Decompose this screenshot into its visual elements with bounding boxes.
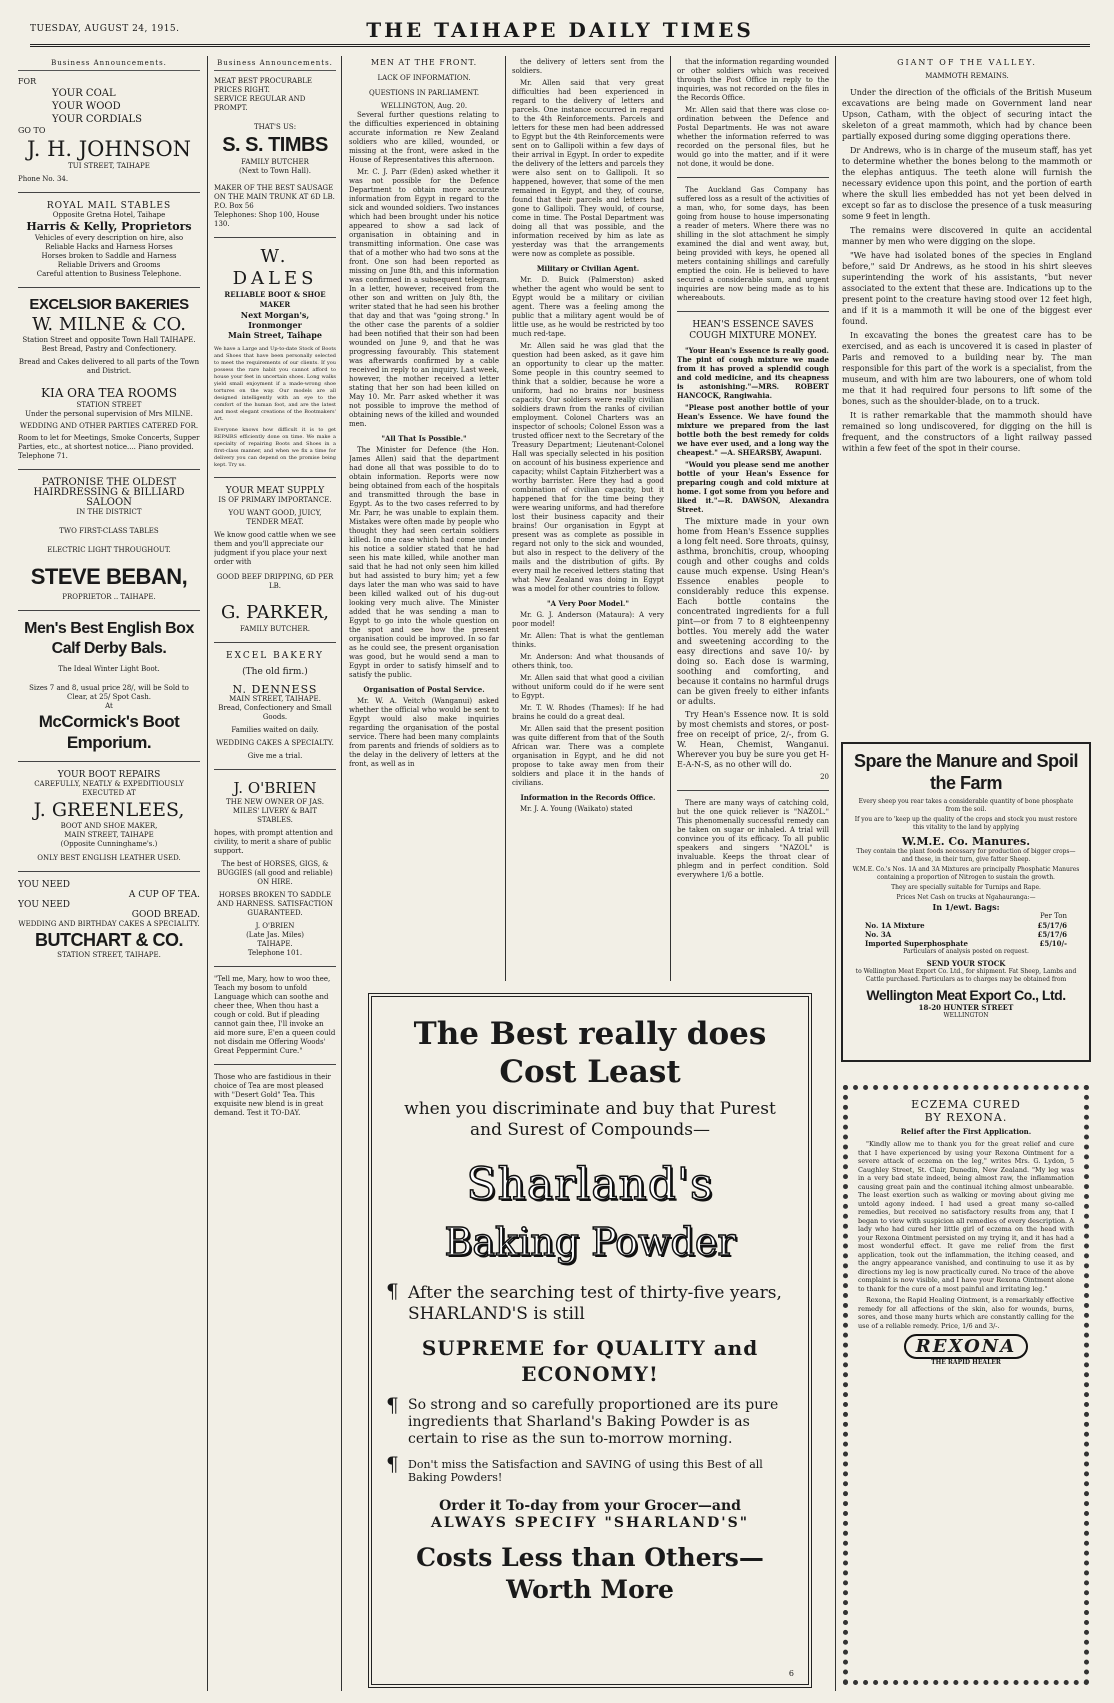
ad-text: After the searching test of thirty-five years, SHARLAND'S is still: [408, 1283, 782, 1324]
ad-phone: Telephone 71.: [18, 452, 68, 460]
ad-paragraph: We have a Large and Up-to-date Stock of Boots and Shoes that have been personally selected to meet the requirements of our clients. If you possess the rare habit you cannot afford to house your feet in uncertain shoes. Long walks yield small enjoyment if a made-wrong shoe tortures on the way. Our models are all designed intelligently with an eye to the comfort of the human foot, and are the latest and most elegant creations of the Bootmakers' Art.: [214, 346, 336, 422]
ad-paragraph: Try Hean's Essence now. It is sold by most chemists and stores, or post-free on receipt of price, 2/-, from G. W. Hean, Chemist, Wanganui. Wherever you buy be sure you get H-E-A-N-S, as no other will do.: [677, 710, 829, 769]
ad-line: WEDDING AND OTHER PARTIES CATERED FOR.: [19, 422, 199, 430]
ad-name: STEVE BEBAN,: [30, 564, 188, 589]
ad-item: YOUR CORDIALS: [52, 114, 142, 125]
ad-line: (Late Jas. Miles): [246, 931, 304, 939]
ad-testimonial: "Would you please send me another bottle of your Hean's Essence for preparing cough and cold mixture at home. I got some from you before and liked it."—R. DAWSON, Alexandra Street.: [677, 460, 829, 514]
ad-slogan: SUPREME for QUALITY and ECONOMY!: [421, 1336, 759, 1386]
article-subhead: "A Very Poor Model.": [547, 599, 629, 608]
tea-ad: Those who are fastidious in their choice of Tea are most pleased with "Desert Gold" Tea. This exquisite new blend is in great demand. Test it TO-DAY.: [214, 1073, 331, 1117]
ad-paragraph: [386, 1393, 794, 1448]
ad-line: YOU WANT GOOD, JUICY, TENDER MEAT.: [228, 509, 322, 526]
ad-brand: Baking Powder: [444, 1220, 736, 1264]
ad-line: Particulars of analysis posted on request.: [903, 948, 1029, 955]
ad-line: THE NEW OWNER OF JAS. MILES' LIVERY & BAIT STABLES.: [226, 798, 324, 824]
article-paragraph: Mr. Allen said that very great difficulties had been experienced in regard to the delivery of letters and parcels. One instance occurred in regard to the 4th Reinforcements. Parcels and letters for these men had been addressed to Egypt but the 4th Reinforcements were sent on to Gallipoli within a few days of their arrival in Egypt. In order to expedite the delivery of the letters and parcels they were also sent on to Gallipoli. It so happened, however, that some of the men remained in Egypt, and they, of course, found that their parcels and letters had gone to Gallipoli. They would, of course, come in time. The Postal Department was doing all that was possible, and the information received by him as late as yesterday was that the arrangements were now as complete as possible.: [512, 79, 664, 258]
article-paragraph: Mr. G. J. Anderson (Mataura): A very poor model!: [512, 611, 664, 628]
ad-line: THAT'S US:: [253, 123, 297, 131]
ad-line: Every sheep you rear takes a considerable quantity of bone phosphate from the soil.: [858, 798, 1074, 813]
column-rule: [835, 56, 836, 1691]
ad-name: W. MILNE & CO.: [32, 314, 186, 335]
price-row: [865, 921, 1067, 930]
article-paragraph: the delivery of letters sent from the soldiers.: [512, 58, 664, 75]
article-paragraph: The Auckland Gas Company has suffered loss as a result of the activities of a man, who, for some days, has been going from house to house impersonating a reader of meters. Where there was no shilling in the slot attachment he simply examined the dial and went away, but, being provided with keys, he opened all meters containing shillings and carefully emptied the coin. He is believed to have secured a considerable sum, and urgent inquiries are now being made as to his whereabouts.: [677, 186, 829, 302]
ad-brand: Sharland's: [466, 1159, 714, 1210]
ad-subtitle: Relief after the First Application.: [900, 1127, 1032, 1136]
heans-ad: [677, 320, 829, 782]
ad-line: GO TO: [18, 126, 46, 135]
ad-paragraph: Rexona, the Rapid Healing Ointment, is a remarkably effective remedy for all affections of the skin, also for wounds, burns, sores, and those many hurts which are constantly calling for the use of a reliable remedy. Price, 1/6 and 3/-.: [858, 1296, 1074, 1330]
column-1: [18, 58, 200, 1698]
ad-line: MAIN STREET, TAIHAPE: [64, 831, 154, 839]
ad-line: ONLY BEST ENGLISH LEATHER USED.: [37, 854, 181, 862]
article-paragraph: Mr. Allen said that the present position was quite different from that of the South African war. There was a complete organisation in Egypt, and he did not propose to take away men from their soldiers and place it in the hands of civilians.: [512, 725, 664, 787]
section-header: Business Announcements.: [18, 58, 200, 71]
ad-paragraph: [386, 1452, 794, 1484]
pilcrow-icon: ¶: [386, 1452, 399, 1476]
ad-headline: The Best really does Cost Least: [413, 1016, 767, 1090]
article-paragraph: "We have had isolated bones of the species in England before," said Dr Andrews, as he stood in his shirt sleeves superintending the work of his assistants, "but never associated to the extent that these are. Indications up to the present point to the creature having stood over 12 feet high, and if it is a mammoth it will be one of the biggest ever found.: [842, 251, 1092, 326]
rexona-logo: [858, 1334, 1074, 1359]
ad-line: ELECTRIC LIGHT THROUGHOUT.: [47, 546, 171, 554]
nazol-ad: There are many ways of catching cold, but the one quick reliever is "NAZOL." This phenomenally successful remedy can be taken on sugar or inhaled. A trial will convince you of its efficacy. To all public speakers and singers "NAZOL" is invaluable. Keeps the throat clear of phlegm and in perfect condition. Sold everywhere 1/6 a bottle.: [677, 799, 829, 879]
ad-name: G. PARKER,: [220, 602, 330, 623]
price-row: [865, 930, 1067, 939]
pilcrow-icon: ¶: [386, 1393, 399, 1417]
ad-line: FAMILY BUTCHER: [241, 158, 309, 166]
article-paragraph: Mr. T. W. Rhodes (Thames): If he had brains he could do a great deal.: [512, 704, 664, 721]
article-paragraph: Mr. C. J. Parr (Eden) asked whether it was not possible for the Defence Department to obtain more accurate information from Egypt in regard to the sick and wounded soldiers. Two instances which had been brought under his notice appeared to show a sad lack of organisation in obtaining and in transmitting information. One case was that of a mother who had two sons at the front. One son had been reported as missing on June 8th, and this information was confirmed in a subsequent telegram. In a letter, however, received from the other son and written on July 8th, the writer stated that he had seen his brother that day and that was "going strong." In the other case the parents of a soldier had been notified that their son had been wounded on June 9, and that he was progressing favourably. This statement was afterwards confirmed by a cable received in reply to an inquiry. Last week, however, the mother received a letter stating that her son had been killed on May 10. Mr. Parr asked whether it was not possible to improve the method of obtaining news of the killed and wounded men.: [349, 168, 499, 428]
article-subheadline: MAMMOTH REMAINS.: [925, 72, 1009, 80]
ad-name: Wellington Meat Export Co., Ltd.: [866, 987, 1066, 1003]
poem-ad: "Tell me, Mary, how to woo thee, Teach my bosom to unfold Language which can soothe and cheer thee, When thou hast a cough or cold. But if pleading cannot gain thee, I'll invoke an aid more sure, E'en a queen could not disdain me Offering Woods' Great Peppermint Cure.": [214, 975, 336, 1055]
ad-line: Bread, Confectionery and Small Goods.: [218, 704, 332, 721]
ad-text: Don't miss the Satisfaction and SAVING of using this Best of all Baking Powders!: [408, 1458, 763, 1484]
ad-name: J. GREENLEES,: [33, 799, 185, 821]
ad-line: At: [105, 702, 113, 710]
ad-paragraph: [386, 1279, 794, 1325]
ad-line: hopes, with prompt attention and civility, to merit a share of public support.: [214, 829, 333, 855]
ad-address: TUI STREET, TAIHAPE: [68, 162, 150, 170]
ad-line: CAREFULLY, NEATLY & EXPEDITIOUSLY EXECUTED AT: [34, 780, 184, 797]
ad-line: In 1/ewt. Bags:: [932, 902, 1000, 912]
ad-title: BY REXONA.: [924, 1111, 1008, 1124]
ad-line: If you are to 'keep up the quality of the crops and stock you must restore this vitality to the land by applying: [854, 816, 1078, 831]
column-5: [677, 58, 829, 978]
ad-title: EXCELSIOR BAKERIES: [29, 296, 189, 313]
ad-line: (The old firm.): [242, 667, 308, 677]
ad-line: FAMILY BUTCHER.: [239, 625, 311, 633]
ad-line: YOUR MEAT SUPPLY: [225, 486, 325, 496]
ad-brand: W.M.E. Co. Manures.: [901, 835, 1031, 848]
column-rule: [670, 56, 671, 981]
johnson-ad: [18, 77, 200, 184]
ad-line: RELIABLE BOOT & SHOE MAKER: [224, 290, 326, 309]
ad-address: WELLINGTON: [943, 1012, 989, 1019]
ad-line: GOOD BEEF DRIPPING, 6D PER LB.: [216, 573, 334, 590]
price-item: Imported Superphosphate: [865, 939, 968, 948]
ad-line: WEDDING AND BIRTHDAY CAKES A SPECIALITY.: [18, 920, 200, 928]
ad-address: STATION STREET: [76, 401, 142, 409]
ad-line: We know good cattle when we see them and you'll appreciate our judgment if you place your next order with: [214, 531, 336, 566]
manure-ad: [841, 742, 1091, 1062]
ad-line: Give me a trial.: [247, 752, 303, 760]
ad-phone: Telephone 101.: [247, 949, 303, 957]
ad-line: Careful attention to Business Telephone.: [36, 270, 182, 278]
ad-line: P.O. Box 56: [214, 202, 254, 210]
ad-tagline: THE RAPID HEALER: [931, 1359, 1001, 1366]
ad-line: MEAT BEST PROCURABLE: [214, 77, 312, 85]
column-rule: [341, 56, 342, 1691]
ad-name: W. DALES: [232, 246, 318, 289]
obrien-ad: [214, 778, 336, 958]
ad-line: Prices Net Cash on trucks at Ngahauranga:—: [896, 894, 1036, 901]
article-paragraph: Mr. Allen said that what good a civilian without uniform could do if he were sent to Egypt.: [512, 674, 664, 700]
ad-line: J. O'BRIEN: [255, 922, 295, 930]
ad-line: PRICES RIGHT.: [214, 86, 270, 94]
article-paragraph: Mr. W. A. Veitch (Wanganui) asked whether the official who would be sent to Egypt would also make inquiries regarding the organisation of the postal service. There had been many complaints from parents and friends of soldiers as to the delay in the delivery of letters at the front, as well as in: [349, 697, 499, 768]
ad-line: (Opposite Cunninghame's.): [60, 840, 158, 848]
ad-line: YOU NEED: [18, 880, 70, 890]
ad-line: The Ideal Winter Light Boot.: [58, 665, 160, 673]
ad-line: Room to let for Meetings, Smoke Concerts, Supper Parties, etc., at shortest notice.... Piano provided.: [18, 434, 200, 451]
ad-line: MAKER OF THE BEST SAUSAGE ON THE MAIN TRUNK AT 6D LB.: [214, 184, 335, 201]
ad-name: McCormick's Boot Emporium.: [38, 712, 180, 752]
ad-name: J. H. JOHNSON: [26, 137, 192, 161]
ad-title: ECZEMA CURED: [911, 1098, 1021, 1111]
ad-line: They contain the plant foods necessary for production of bigger crops—and these, in their turn, give fatter Sheep.: [856, 848, 1076, 863]
ad-name: BUTCHART & CO.: [35, 930, 183, 950]
ad-paragraph: The mixture made in your own home from Hean's Essence supplies a long felt need. Sore throats, quinsy, asthma, bronchitis, croup, whooping cough and other coughs and colds cause much expense. Using Hean's Essence enables people to considerably reduce this expense. Each bottle contains the concentrated ingredients for a full pint—or from 7 to 8 eighteenpenny bottles. You merely add the water and sweetening according to the easy directions and save 10/- by doing so. Each dose is warming, soothing and comforting, and because it contains no harmful drugs can be given freely to either infants or adults.: [677, 517, 829, 706]
butchart-ad: [18, 880, 200, 960]
article-dateline: WELLINGTON, Aug. 20.: [380, 102, 468, 110]
stables-ad: [18, 201, 200, 279]
article-subhead: Military or Civilian Agent.: [536, 264, 640, 273]
ad-paragraph: Everyone knows how difficult it is to get REPAIRS efficiently done on time. We make a specialty of repairing Boots and Shoes in a first-class manner, and when we fix a time for delivery you can depend on the promise being kept. Try us.: [214, 427, 336, 468]
ad-name: J. O'BRIEN: [233, 779, 317, 797]
article-paragraph: Dr Andrews, who is in charge of the museum staff, has yet to determine whether the bones belong to the mammoth or the elephas antiquus. The teeth alone will furnish the necessary evidence upon this point, and the portion of earth where the skull lies embedded has not yet been delved in except so far as to disclose the presence of a tusk measuring some 9 feet in length.: [842, 146, 1092, 221]
column-2: [214, 58, 336, 1698]
ad-line: A CUP OF TEA.: [128, 890, 200, 900]
ad-line: SEND YOUR STOCK: [926, 959, 1006, 968]
ad-number: 6: [788, 1669, 794, 1678]
ad-line: Reliable Hacks and Harness Horses: [45, 243, 173, 251]
ad-slogan: Costs Less than Others—Worth More: [416, 1543, 764, 1604]
ad-title: KIA ORA TEA ROOMS: [40, 386, 177, 400]
section-header: Business Announcements.: [214, 58, 336, 71]
article-subheadline: QUESTIONS IN PARLIAMENT.: [368, 89, 480, 97]
ad-line: PROPRIETOR .. TAIHAPE.: [62, 593, 156, 601]
ad-line: IN THE DISTRICT: [76, 508, 142, 516]
ad-line: BOOT AND SHOE MAKER,: [60, 822, 158, 830]
ad-address: Station Street and opposite Town Hall TAIHAPE.: [22, 336, 196, 344]
masthead: [30, 18, 1090, 47]
price-item: No. 1A Mixture: [865, 921, 925, 930]
price-table: [851, 912, 1081, 948]
ad-line: Vehicles of every description on hire, also: [34, 234, 184, 242]
parker-ad: [214, 486, 336, 634]
ad-line: Families waited on daily.: [231, 726, 319, 734]
pilcrow-icon: ¶: [386, 1279, 399, 1303]
ad-title: ROYAL MAIL STABLES: [46, 201, 172, 211]
column-4: [512, 58, 664, 978]
ad-address: 18-20 HUNTER STREET: [918, 1003, 1014, 1012]
ad-title: HEAN'S ESSENCE SAVES COUGH MIXTURE MONEY.: [689, 320, 817, 341]
article-subheadline: LACK OF INFORMATION.: [377, 74, 471, 82]
article-headline: MEN AT THE FRONT.: [370, 58, 478, 67]
article-paragraph: Mr. Allen said he was glad that the question had been asked, as it gave him an opportunity to clear up the matter. Some people in this country seemed to think that a soldier, because he wore a uniform, had no brains nor business capacity. Our soldiers were really civilian soldiers drawn from the ranks of civilian employment. Colonel Charters was an inspector of schools; Colonel Esson was a trusted officer next to the Secretary of the Treasury Department; Lieutenant-Colonel Hall was specially selected in his position on account of his business experience and capacity; whilst Captain Fitzherbert was a worthy barrister. Here they had a good combination of civilian capacity, but it happened that for the time being they were wearing uniforms, and had therefore lost their business capacity and their brains! Our organisation in Egypt at present was as complete as possible in regard not only to the sick and wounded, but also in respect to the delivery of the mails and the distribution of gifts. By every mail he received letters stating that what New Zealand was doing in Egypt was a model for other countries to follow.: [512, 342, 664, 593]
ad-subheadline: when you discriminate and buy that Purest and Surest of Compounds—: [404, 1099, 776, 1140]
ad-line: Sizes 7 and 8, usual price 28/, will be Sold to Clear, at 25/ Spot Cash.: [29, 684, 189, 701]
ad-testimonial: "Your Hean's Essence is really good. The pint of cough mixture we made from it has proved a splendid cough and cold medicine, and its cheapness is astonishing."—MRS. ROBERT HANCOCK, Rangiwahia.: [677, 346, 829, 400]
article-subhead: Information in the Records Office.: [520, 793, 656, 802]
ad-line: (Next to Town Hall).: [238, 167, 311, 175]
ad-callout: ALWAYS SPECIFY "SHARLAND'S": [431, 1515, 749, 1531]
article-paragraph: Mr. Allen: That is what the gentleman thinks.: [512, 632, 664, 649]
article-paragraph: Mr. J. A. Young (Waikato) stated: [520, 805, 633, 813]
ad-address: MAIN STREET, TAIHAPE.: [229, 695, 321, 703]
column-6: [842, 58, 1092, 738]
article-paragraph: Under the direction of the officials of the British Museum excavations are being made on Government land near Upson, Catham, with the object of securing intact the skeleton of a great mammoth, which had by chance been partially exposed during some digging operations there.: [842, 88, 1092, 141]
article-subhead: "All That Is Possible.": [381, 434, 467, 443]
greenlees-ad: [18, 770, 200, 863]
ad-line: HAIRDRESSING & BILLIARD: [33, 487, 185, 498]
ad-title: Spare the Manure and Spoil the Farm: [853, 751, 1079, 793]
ad-item: YOUR COAL: [52, 88, 116, 99]
sharland-ad: [368, 993, 812, 1688]
article-subhead: Organisation of Postal Service.: [363, 685, 485, 694]
ad-address: STATION STREET, TAIHAPE.: [57, 951, 161, 959]
ad-line: Under the personal supervision of Mrs MILNE.: [25, 410, 193, 418]
ad-line: GOOD BREAD.: [131, 910, 200, 920]
ad-line: EXCEL BAKERY: [226, 651, 324, 661]
price-value: £5/10/-: [1039, 939, 1067, 948]
article-paragraph: The remains were discovered in quite an accidental manner by men who were digging on the slope.: [842, 226, 1092, 246]
ad-line: W.M.E. Co.'s Nos. 1A and 3A Mixtures are principally Phosphatic Manures containing a proportion of Nitrogen to sustain the growth.: [852, 866, 1080, 881]
ad-line: YOU NEED: [18, 900, 70, 910]
ad-line: Bread and Cakes delivered to all parts of the Town and District.: [18, 358, 200, 375]
article-paragraph: Several further questions relating to the difficulties experienced in obtaining accurate information re New Zealand soldiers who are killed, wounded, or missing at the front, were asked in the House of Representatives this afternoon.: [349, 111, 499, 164]
column-rule: [505, 56, 506, 981]
ad-testimonial: "Kindly allow me to thank you for the great relief and cure that I have experienced by using your Rexona Ointment for a severe attack of eczema on the leg," writes Mrs. G. Lydon, 5 Caughley Street, St. Clair, Dunedin, New Zealand. "My leg was in a very bad state indeed, being almost raw, the inflammation causing great pain and the continual itching almost unbearable. The least exertion such as walking or moving about giving me untold agony indeed. I had used a great many so-called remedies, but received no satisfactory results from any, that I began to view with suspicion all remedies of every description. A lady who had cured her little girl of eczema on the head with your Rexona Ointment persisted on my trying it, and it has had a most wonderful effect. It gave me relief from the first application, took out the inflammation, the itching ceased, and the angry appearance vanished, and continuing to use it as by directions my leg is now practically cured. No trace of the above complaint is now visible, and I have your Rexona Ointment alone to thank for the cure of a most painful and irritating leg.": [858, 1140, 1074, 1293]
article-paragraph: The Minister for Defence (the Hon. James Allen) said that the department had done all that was possible to do to obtain information. Reports were now being obtained from each of the hospitals and transmitted through the base in Egypt. As to the two cases referred to by Mr. Parr, he was unable to explain them. Mistakes were often made by people who thought they had seen certain soldiers killed. In one case which had come under his notice a soldier stated that he had seen his mate killed, while another man said that he had not only seen him killed but had assisted to bury him; yet a few days later the man who was said to have been killed walked out of his dug-out looking very much alive. The Minister added that he was sending a man to Egypt to go into the whole question on the spot and see how the present organisation could be improved. In so far as he could see, the present organisation was good, but he would send a man to Egypt in order to satisfy himself and to satisfy the public.: [349, 446, 499, 679]
ad-line: They are specially suitable for Turnips and Rape.: [891, 884, 1041, 891]
timbs-ad: [214, 77, 336, 229]
column-rule: [207, 56, 208, 1691]
ad-name: S. S. TIMBS: [222, 134, 328, 156]
ad-line: Reliable Drivers and Grooms: [57, 261, 161, 269]
price-header: Per Ton: [1040, 912, 1067, 920]
ad-address: Opposite Gretna Hotel, Taihape: [52, 211, 166, 219]
column-3: [349, 58, 499, 978]
ad-name: Harris & Kelly, Proprietors: [26, 220, 192, 233]
article-headline: GIANT OF THE VALLEY.: [897, 58, 1037, 67]
tearooms-ad: [18, 386, 200, 461]
ad-line: WEDDING CAKES A SPECIALTY.: [216, 739, 334, 747]
bakeries-ad: [18, 296, 200, 376]
newspaper-title: THE TAIHAPE DAILY TIMES: [366, 18, 754, 42]
ad-item: YOUR WOOD: [52, 101, 121, 112]
article-paragraph: It is rather remarkable that the mammoth should have remained so long undiscovered, for digging on the hill is frequent, and the constructors of a light railway passed within a few feet of the spot in their course.: [842, 411, 1092, 453]
ad-testimonial: "Please post another bottle of your Hean's Essence. We have found the mixture we prepared from the last bottle both the best remedy for colds we have ever used, and a long way the cheapest." —A. SHEARSBY, Awapuni.: [677, 403, 829, 457]
article-paragraph: Mr. Allen said that there was close co-ordination between the Defence and Postal Departments. He was not aware whether the information referred to was recorded on the personal files, but he would go into the matter, and if it were not done, it would be done.: [677, 106, 829, 168]
ad-line: YOUR BOOT REPAIRS: [57, 770, 161, 780]
ad-phone: Phone No. 34.: [18, 175, 69, 183]
ad-line: PATRONISE THE OLDEST: [41, 477, 177, 488]
ad-address: Main Street, Taihape: [228, 330, 322, 340]
ad-name: N. DENNESS: [232, 683, 318, 696]
rexona-wordmark: REXONA: [904, 1334, 1028, 1359]
ad-line: TAIHAPE.: [257, 940, 293, 948]
denness-ad: [214, 651, 336, 761]
price-row: [865, 939, 1067, 948]
price-item: No. 3A: [865, 930, 892, 939]
article-paragraph: Mr. D. Buick (Palmerston) asked whether the agent who would be sent to Egypt would be a military or civilian agent. There was a feeling among the public that a military agent would be of little use, as he would be restricted by too much red-tape.: [512, 276, 664, 338]
ad-line: HORSES BROKEN TO SADDLE AND HARNESS. SATISFACTION GUARANTEED.: [216, 891, 333, 917]
price-value: £5/17/6: [1037, 930, 1067, 939]
issue-date: TUESDAY, AUGUST 24, 1915.: [30, 24, 180, 34]
ad-title: Men's Best English Box Calf Derby Bals.: [24, 620, 194, 657]
ad-number: 20: [820, 773, 829, 781]
ad-address: Next Morgan's, Ironmonger: [240, 310, 310, 330]
ad-phone: Telephones: Shop 100, House 130.: [214, 211, 320, 228]
rexona-ad: [843, 1085, 1089, 1685]
ad-line: Best Bread, Pastry and Confectionery.: [41, 345, 177, 353]
ad-line: Horses broken to Saddle and Harness: [41, 252, 177, 260]
ad-line: TWO FIRST-CLASS TABLES: [59, 527, 159, 535]
ad-text: So strong and so carefully proportioned are its pure ingredients that Sharland's Baking Powder is as certain to rise as the sun to-morrow morning.: [408, 1397, 779, 1447]
ad-line: The best of HORSES, GIGS, & BUGGIES (all good and reliable) ON HIRE.: [217, 860, 333, 886]
article-paragraph: Mr. Anderson: And what thousands of others think, too.: [512, 653, 664, 670]
saloon-ad: [18, 478, 200, 602]
ad-line: SALOON: [86, 497, 132, 508]
boots-ad: [18, 619, 200, 753]
ad-line: to Wellington Meat Export Co. Ltd., for shipment. Fat Sheep, Lambs and Cattle purchased. Particulars as to charges may be obtained from: [855, 968, 1077, 983]
article-paragraph: that the information regarding wounded or other soldiers which was received through the Post Office in reply to the inquiries, was not recorded on the files in the Records Office.: [677, 58, 829, 102]
price-value: £5/17/6: [1037, 921, 1067, 930]
ad-line: FOR: [18, 77, 37, 86]
dales-ad: [214, 246, 336, 469]
ad-line: SERVICE REGULAR AND PROMPT.: [214, 95, 306, 112]
ad-line: IS OF PRIMARY IMPORTANCE.: [218, 496, 332, 504]
article-paragraph: In excavating the bones the greatest care has to be exercised, and as each is uncovered it is cased in plaster of Paris and removed to a building near by. The man responsible for this part of the work is a specialist, from the museum, and with him are two labourers, one of whom told me that it had required four persons to lift some of the bones, such as the shoulder-blade, on to a truck.: [842, 331, 1092, 406]
ad-callout: Order it To-day from your Grocer—and: [439, 1498, 741, 1514]
